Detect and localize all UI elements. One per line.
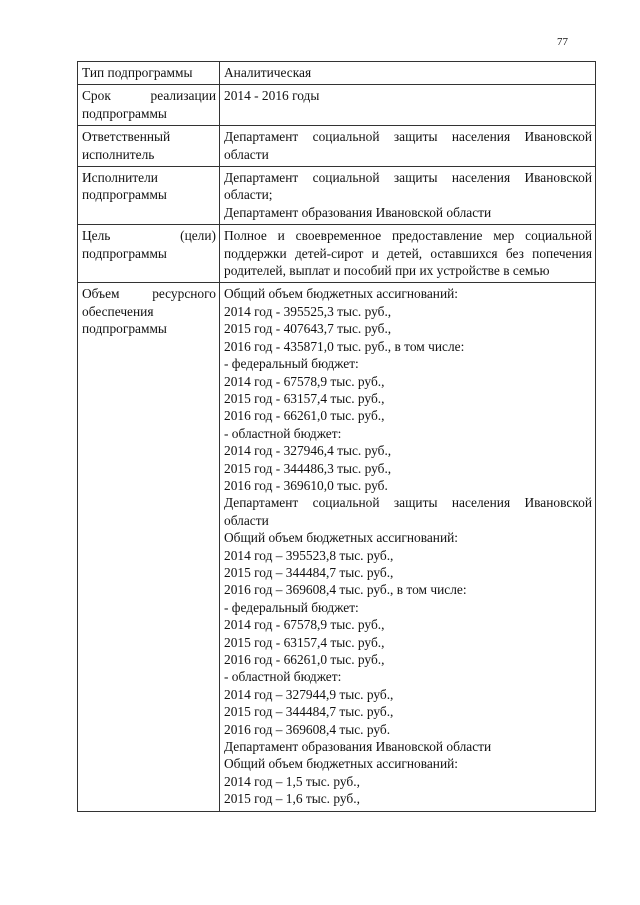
funding-line: 2016 год - 435871,0 тыс. руб., в том числе: <box>224 338 465 354</box>
table-row-responsible <box>78 126 596 167</box>
funding-line: 2015 год – 344484,7 тыс. руб., <box>224 704 394 720</box>
table-row-type <box>78 62 596 85</box>
funding-line: 2014 год - 67578,9 тыс. руб., <box>224 617 385 633</box>
funding-line: - областной бюджет: <box>224 669 342 685</box>
executor-line: Департамент социальной защиты населения Ивановской области; <box>224 170 592 203</box>
funding-line: 2015 год – 1,6 тыс. руб., <box>224 791 360 807</box>
funding-line: Общий объем бюджетных ассигнований: <box>224 530 459 546</box>
type-value: Аналитическая <box>220 62 596 85</box>
funding-line: 2014 год – 327944,9 тыс. руб., <box>224 686 394 702</box>
funding-value <box>220 283 596 811</box>
table-row-term <box>78 85 596 126</box>
funding-line: 2015 год - 63157,4 тыс. руб., <box>224 390 385 406</box>
funding-label: Объем ресурсного обеспечения подпрограммы <box>78 283 220 811</box>
funding-department-heading: Департамент образования Ивановской области <box>224 739 492 755</box>
executors-label: Исполнители подпрограммы <box>78 167 220 225</box>
term-value: 2014 - 2016 годы <box>220 85 596 126</box>
funding-line: 2014 год - 395525,3 тыс. руб., <box>224 303 392 319</box>
funding-line: 2014 год – 395523,8 тыс. руб., <box>224 547 394 563</box>
executors-value <box>220 167 596 225</box>
table-row-goal <box>78 225 596 283</box>
funding-line: 2015 год - 63157,4 тыс. руб., <box>224 634 385 650</box>
responsible-label: Ответственный исполнитель <box>78 126 220 167</box>
page-number: 77 <box>557 36 568 48</box>
funding-line: Общий объем бюджетных ассигнований: <box>224 286 459 302</box>
table-row-executors <box>78 167 596 225</box>
funding-line: 2014 год - 67578,9 тыс. руб., <box>224 373 385 389</box>
funding-line: - федеральный бюджет: <box>224 356 359 372</box>
funding-line: - федеральный бюджет: <box>224 599 359 615</box>
funding-line: - областной бюджет: <box>224 425 342 441</box>
subprogram-passport-table <box>77 61 596 812</box>
goal-label: Цель (цели) подпрограммы <box>78 225 220 283</box>
term-label: Срок реализации подпрограммы <box>78 85 220 126</box>
table-row-funding <box>78 283 596 811</box>
funding-line: 2015 год - 344486,3 тыс. руб., <box>224 460 392 476</box>
funding-line: 2016 год – 369608,4 тыс. руб., в том числе: <box>224 582 467 598</box>
funding-line: 2015 год – 344484,7 тыс. руб., <box>224 564 394 580</box>
goal-value: Полное и своевременное предоставление мер социальной поддержки детей-сирот и детей, оставшихся без попечения родителей, выплат и пособий при их устройстве в семью <box>220 225 596 283</box>
funding-line: 2014 год – 1,5 тыс. руб., <box>224 773 360 789</box>
funding-line: 2016 год - 66261,0 тыс. руб., <box>224 652 385 667</box>
funding-line: 2016 год - 66261,0 тыс. руб., <box>224 408 385 424</box>
funding-line: Общий объем бюджетных ассигнований: <box>224 756 459 772</box>
funding-line: 2016 год – 369608,4 тыс. руб. <box>224 721 391 737</box>
responsible-value: Департамент социальной защиты населения Ивановской области <box>220 126 596 167</box>
funding-line: 2015 год - 407643,7 тыс. руб., <box>224 321 392 337</box>
funding-line: 2014 год - 327946,4 тыс. руб., <box>224 443 392 459</box>
type-label: Тип подпрограммы <box>78 62 220 85</box>
funding-line: 2016 год - 369610,0 тыс. руб. <box>224 477 388 493</box>
executor-line: Департамент образования Ивановской области <box>224 204 492 220</box>
funding-department-heading: Департамент социальной защиты населения Ивановской области <box>224 495 592 528</box>
